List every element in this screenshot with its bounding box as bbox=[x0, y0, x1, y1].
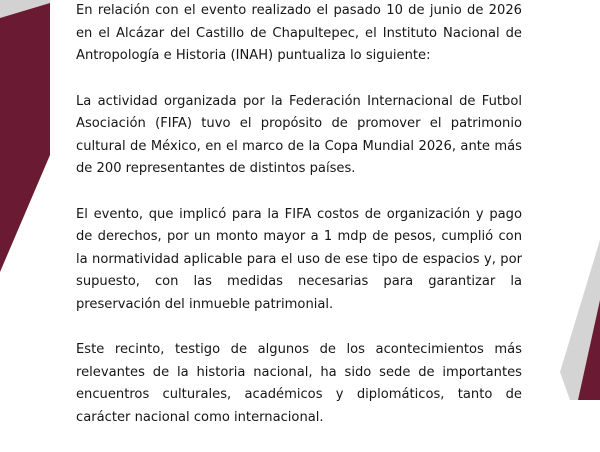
paragraph-3: El evento, que implicó para la FIFA costos de organización y pago de derechos, por un monto mayor a 1 mdp de pesos, cumplió con la normatividad aplicable para el uso de ese tipo de espacios y, por supuesto, con las medidas necesarias para garantizar la preservación del inmueble patrimonial. bbox=[76, 206, 522, 312]
paragraph-4: Este recinto, testigo de algunos de los acontecimientos más relevantes de la historia nacional, ha sido sede de importantes encuentros culturales, académicos y diplomáticos, tanto de carácter nacional como internacional. bbox=[76, 342, 522, 425]
left-decorative-band bbox=[0, 0, 50, 400]
statement-body bbox=[76, 0, 522, 452]
paragraph-2: La actividad organizada por la Federación Internacional de Futbol Asociación (FIFA) tuvo el propósito de promover el patrimonio cultural de México, en el marco de la Copa Mundial 2026, ante más de 200 representantes de distintos países. bbox=[76, 93, 522, 176]
paragraph-1: En relación con el evento realizado el pasado 10 de junio de 2026 en el Alcázar del Castillo de Chapultepec, el Instituto Nacional de Antropología e Historia (INAH) puntualiza lo siguiente: bbox=[76, 3, 522, 63]
right-decorative-band bbox=[560, 0, 600, 400]
left-maroon-shape bbox=[0, 3, 50, 272]
